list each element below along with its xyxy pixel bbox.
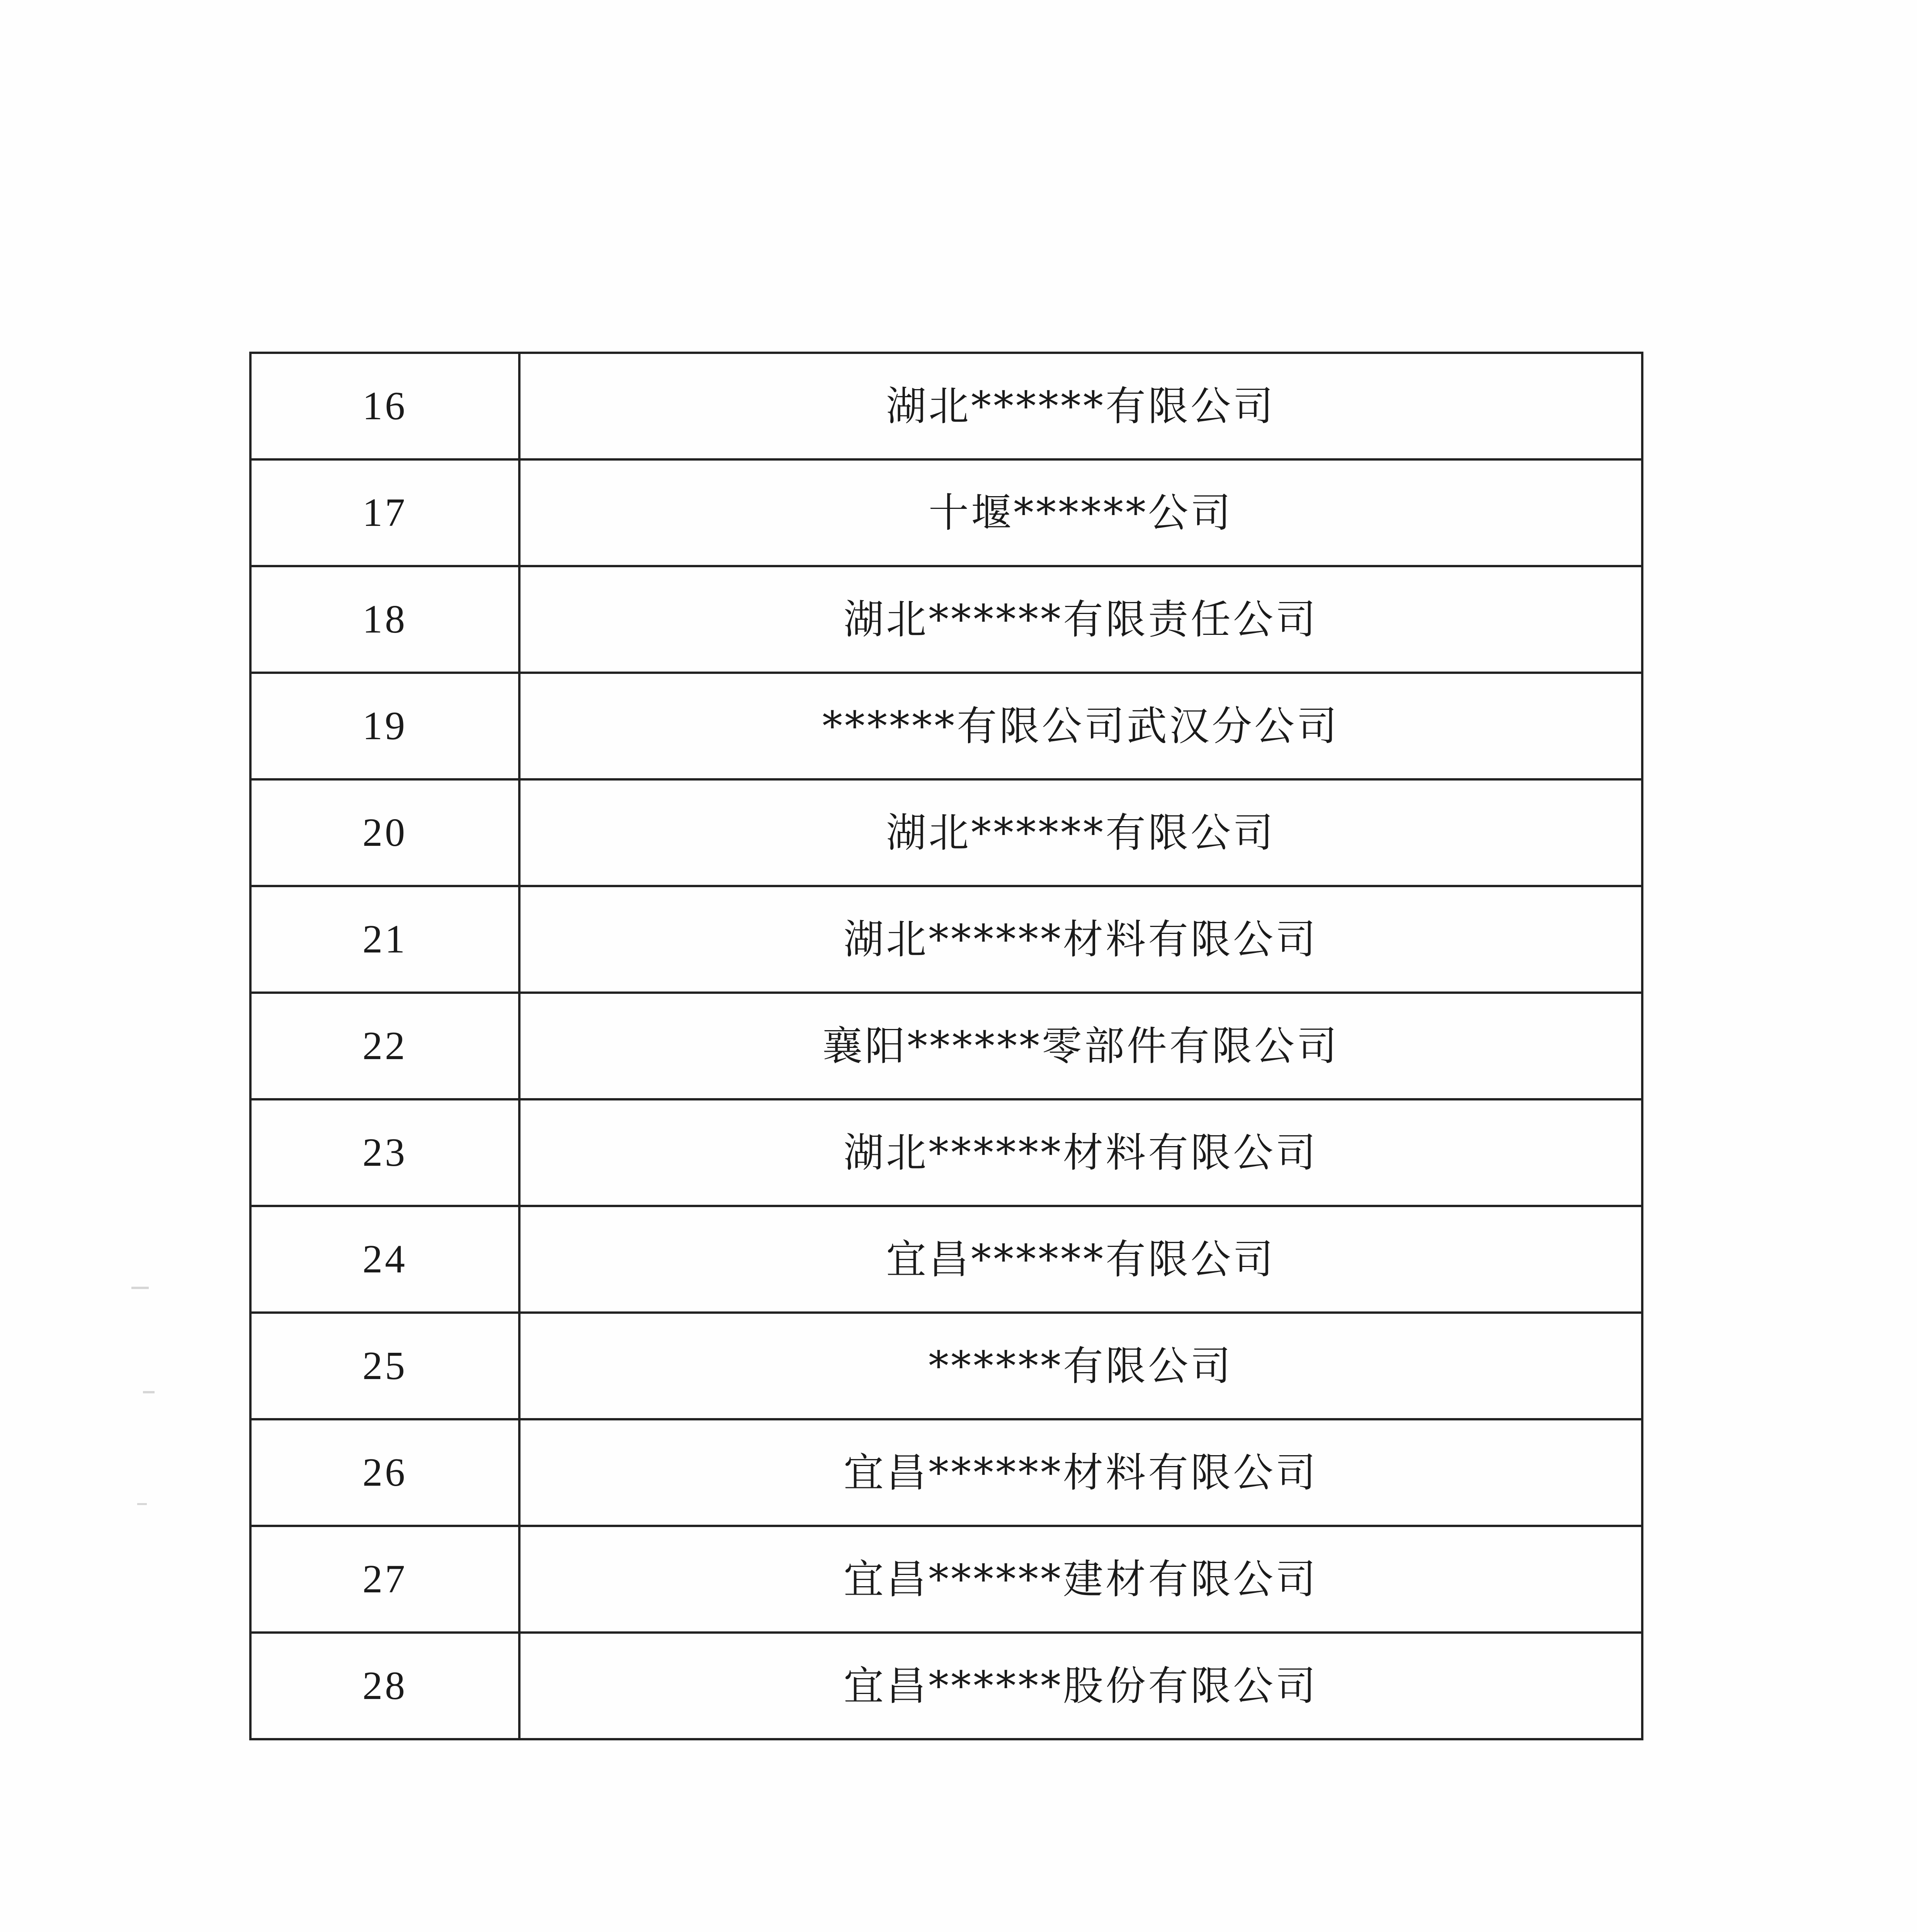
row-number: 18 [250, 566, 519, 673]
row-number: 28 [250, 1633, 519, 1739]
company-name: ******有限公司武汉分公司 [519, 673, 1642, 779]
company-name: ******有限公司 [519, 1313, 1642, 1419]
company-name: 湖北******材料有限公司 [519, 886, 1642, 993]
scan-artifact [143, 1391, 155, 1393]
row-number: 22 [250, 993, 519, 1099]
table-row [250, 1099, 1642, 1206]
row-number: 23 [250, 1099, 519, 1206]
table-row [250, 459, 1642, 566]
row-number: 24 [250, 1206, 519, 1313]
company-name: 湖北******有限责任公司 [519, 566, 1642, 673]
scan-artifact [137, 1503, 147, 1505]
row-number: 21 [250, 886, 519, 993]
row-number: 17 [250, 459, 519, 566]
company-name: 湖北******材料有限公司 [519, 1099, 1642, 1206]
company-name: 宜昌******有限公司 [519, 1206, 1642, 1313]
company-name: 十堰******公司 [519, 459, 1642, 566]
company-table [249, 352, 1643, 1740]
table-row [250, 1313, 1642, 1419]
table-row [250, 1419, 1642, 1526]
row-number: 19 [250, 673, 519, 779]
company-name: 宜昌******材料有限公司 [519, 1419, 1642, 1526]
table-row [250, 566, 1642, 673]
row-number: 27 [250, 1526, 519, 1633]
table-row [250, 1633, 1642, 1739]
table-row [250, 993, 1642, 1099]
table-row [250, 779, 1642, 886]
table-row [250, 886, 1642, 993]
table-row [250, 673, 1642, 779]
scan-artifact [131, 1287, 149, 1289]
row-number: 26 [250, 1419, 519, 1526]
row-number: 16 [250, 353, 519, 459]
company-name: 宜昌******建材有限公司 [519, 1526, 1642, 1633]
company-name: 湖北******有限公司 [519, 353, 1642, 459]
company-name: 襄阳******零部件有限公司 [519, 993, 1642, 1099]
table-row [250, 353, 1642, 459]
table-row [250, 1526, 1642, 1633]
row-number: 25 [250, 1313, 519, 1419]
row-number: 20 [250, 779, 519, 886]
company-table-container [249, 352, 1636, 1740]
company-name: 湖北******有限公司 [519, 779, 1642, 886]
company-name: 宜昌******股份有限公司 [519, 1633, 1642, 1739]
table-row [250, 1206, 1642, 1313]
